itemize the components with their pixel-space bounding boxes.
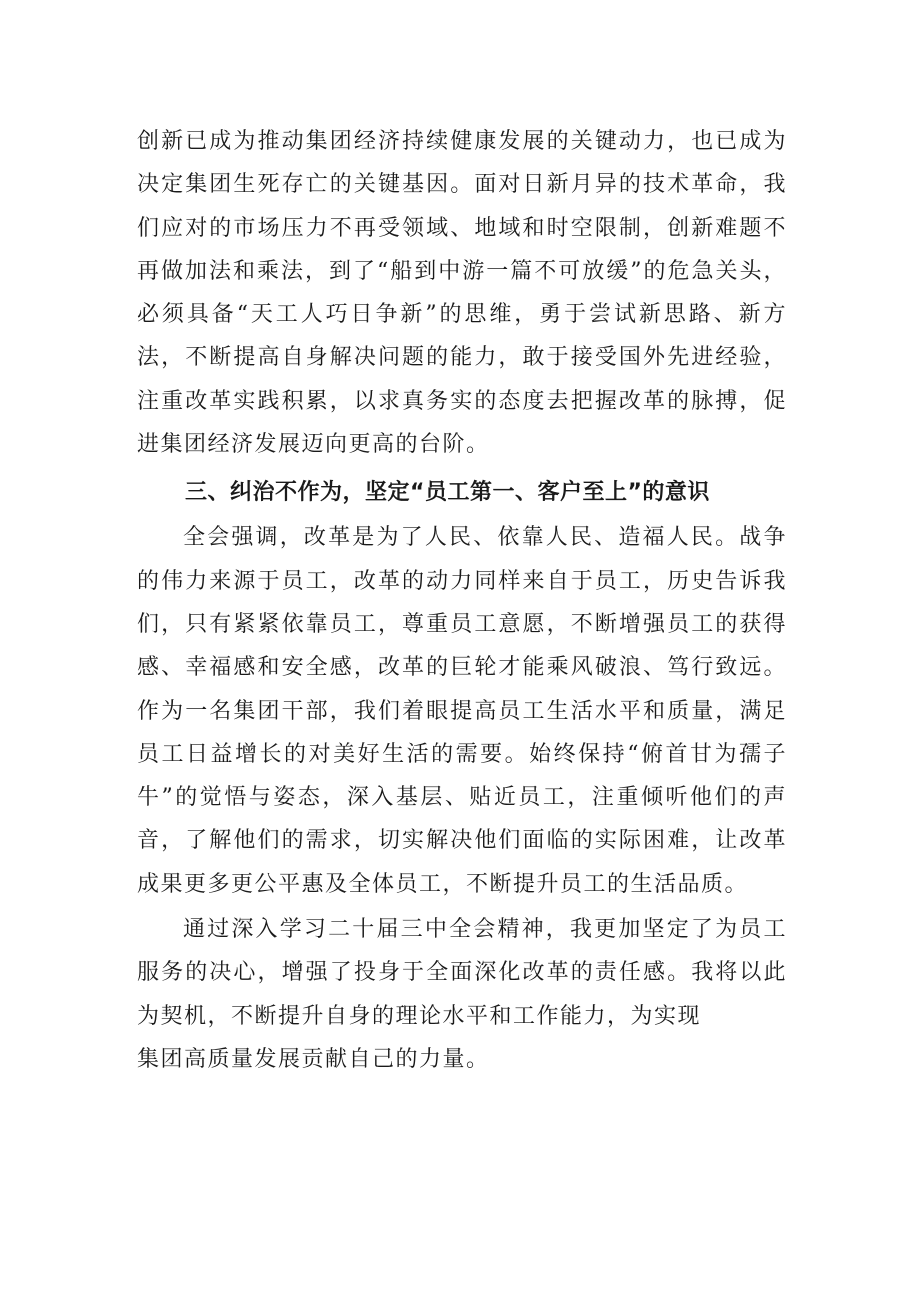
paragraph-employees: 全会强调，改革是为了人民、依靠人民、造福人民。战争的伟力来源于员工，改革的动力同样来自于员工，历史告诉我们，只有紧紧依靠员工，尊重员工意愿，不断增强员工的获得感、幸福感和安全感，改革的巨轮才能乘风破浪、笃行致远。作为一名集团干部，我们着眼提高员工生活水平和质量，满足员工日益增长的对美好生活的需要。始终保持“俯首甘为孺子牛”的觉悟与姿态，深入基层、贴近员工，注重倾听他们的声音，了解他们的需求，切实解决他们面临的实际困难，让改革成果更多更公平惠及全体员工，不断提升员工的生活品质。 <box>137 525 787 897</box>
paragraph-innovation: 创新已成为推动集团经济持续健康发展的关键动力，也已成为决定集团生死存亡的关键基因。面对日新月异的技术革命，我们应对的市场压力不再受领域、地域和时空限制，创新难题不再做加法和乘法，到了“船到中游一篇不可放缓”的危急关头，必须具备“天工人巧日争新”的思维，勇于尝试新思路、新方法，不断提高自身解决问题的能力，敢于接受国外先进经验，注重改革实践积累，以求真务实的态度去把握改革的脉搏，促进集团经济发展迈向更高的台阶。 <box>137 129 787 458</box>
paragraph-conclusion-part1: 通过深入学习二十届三中全会精神，我更加坚定了为员工服务的决心，增强了投身于全面深化改革的责任感。我将以此为契机，不断提升自身的理论水平和工作能力，为实现 <box>137 917 787 1029</box>
paragraph-conclusion <box>137 908 787 1081</box>
paragraph-conclusion-part2: 集团高质量发展贡献自己的力量。 <box>137 1046 490 1072</box>
document-body <box>137 120 787 1081</box>
section-heading-3: 三、纠治不作为，坚定“员工第一、客户至上”的意识 <box>185 480 710 506</box>
